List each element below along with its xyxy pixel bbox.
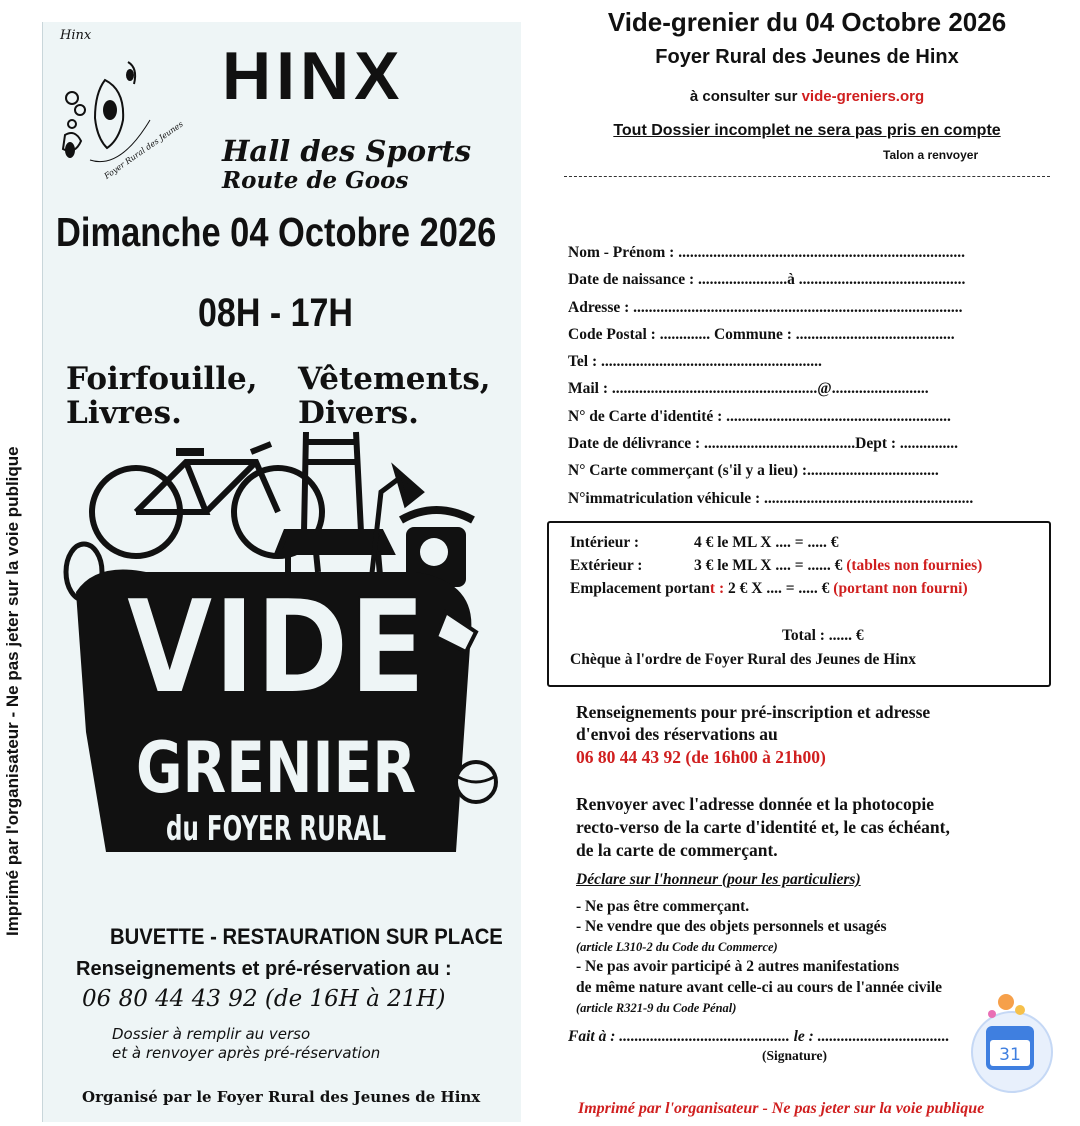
declaration-heading: Déclare sur l'honneur (pour les particuliers) [576,871,861,888]
field-tel[interactable]: Tel : ......................................................... [568,353,822,371]
fait-line[interactable]: Fait à : ............................................ le : .................................. [568,1028,950,1045]
info-line-1: Renseignements pour pré-inscription et adresse [576,702,931,722]
declaration-3: - Ne pas avoir participé à 2 autres manifestations [576,958,900,975]
poster-word-grenier: GRENIER [136,727,416,809]
ball-icon [456,762,496,802]
field-date-delivrance[interactable]: Date de délivrance : .......................................Dept : ............... [568,435,959,453]
field-carte-commercant[interactable]: N° Carte commerçant (s'il y a lieu) :.................................. [568,462,939,480]
flyer-organizer: Organisé par le Foyer Rural des Jeunes de Hinx [82,1088,481,1106]
form-footer-notice: Imprimé par l'organisateur - Ne pas jeter sur la voie publique [578,1100,985,1117]
form-title: Vide-grenier du 04 Octobre 2026 [607,7,1007,37]
field-code-postal-commune[interactable]: Code Postal : ............. Commune : ......................................... [568,325,955,343]
items-right-2: Divers. [298,395,419,431]
price-box [547,521,1051,687]
signature-label: (Signature) [762,1048,828,1063]
field-carte-identite[interactable]: N° de Carte d'identité : .......................................................... [568,407,951,425]
field-immatriculation[interactable]: N°immatriculation véhicule : ...................................................... [568,489,974,507]
buvette-line: BUVETTE - RESTAURATION SUR PLACE [110,924,503,949]
price-exterieur-value[interactable] [694,556,982,576]
items-left-2: Livres. [66,395,182,431]
items-left-1: Foirfouille, [66,361,258,397]
flyer-note-1: Dossier à remplir au verso [112,1025,311,1043]
event-date: Dimanche 04 Octobre 2026 [56,209,497,255]
logo-ring-text: Foyer Rural des Jeunes [102,119,185,181]
flyer-panel [0,0,538,1126]
venue-road: Route de Goos [222,167,409,194]
cut-line [564,176,1050,177]
send-line-3: de la carte de commerçant. [576,840,778,860]
event-hours: 08H - 17H [198,291,353,335]
info-line-2: d'envoi des réservations au [576,724,778,744]
field-date-naissance[interactable]: Date de naissance : .......................à ........................................... [568,271,966,289]
field-adresse[interactable]: Adresse : ..................................................................................... [568,298,963,316]
price-total[interactable]: Total : ...... € [782,627,864,644]
form-subtitle: Foyer Rural des Jeunes de Hinx [655,46,959,68]
declaration-2: - Ne vendre que des objets personnels et usagés [576,918,887,935]
town-title: HINX [222,38,405,114]
items-right-1: Vêtements, [298,361,491,397]
flyer-reservation-label: Renseignements et pré-réservation au : [76,958,452,980]
info-phone: 06 80 44 43 92 (de 16h00 à 21h00) [576,747,826,767]
flyer-phone: 06 80 44 43 92 (de 16H à 21H) [82,986,446,1012]
consult-site-link[interactable]: vide-greniers.org [801,88,925,105]
send-line-1: Renvoyer avec l'adresse donnée et la photocopie [576,794,935,814]
logo-title: Hinx [60,28,92,43]
field-nom-prenom[interactable]: Nom - Prénom : .......................................................................... [568,244,965,261]
talon-label: Talon a renvoyer [883,148,979,162]
cheque-line: Chèque à l'ordre de Foyer Rural des Jeunes de Hinx [570,651,917,668]
price-portant-label-end: t : [709,580,725,597]
venue: Hall des Sports [222,134,472,168]
price-exterieur-amount: 3 € le ML X .... = ...... € [694,557,843,574]
foyer-rural-logo [50,40,185,181]
send-line-2: recto-verso de la carte d'identité et, le cas échéant, [576,817,950,837]
consult-line [538,87,1076,107]
poster-word-vide: VIDE [126,571,426,723]
price-interieur-label: Intérieur : [570,534,640,551]
price-exterieur-note: (tables non fournies) [846,557,983,574]
price-portant-label: Emplacement portan [570,580,710,597]
declaration-1: - Ne pas être commerçant. [576,898,750,915]
declaration-4: de même nature avant celle-ci au cours de l'année civile [576,979,943,996]
registration-form [538,0,1080,1126]
flyer-side-notice: Imprimé par l'organisateur - Ne pas jeter sur la voie publique [3,446,22,936]
calendar-day: 31 [999,1045,1021,1065]
price-portant-note: (portant non fourni) [833,580,968,597]
declaration-4-ref: (article R321-9 du Code Pénal) [576,1001,737,1015]
price-exterieur-label: Extérieur : [570,557,643,574]
incomplete-warning: Tout Dossier incomplet ne sera pas pris en compte [613,122,1001,139]
price-interieur-value[interactable]: 4 € le ML X .... = ..... € [694,534,839,551]
consult-prefix: à consulter sur [689,88,802,105]
declaration-2-ref: (article L310-2 du Code du Commerce) [576,940,778,954]
price-portant-row[interactable] [570,579,968,599]
vide-grenier-illustration [56,432,496,902]
flyer-note-2: et à renvoyer après pré-réservation [112,1044,381,1062]
form-fields [568,242,1048,515]
poster-word-foyer: du FOYER RURAL [166,809,386,849]
calendar-icon[interactable] [960,992,1060,1096]
field-mail[interactable]: Mail : .....................................................@......................... [568,380,929,398]
price-portant-value: 2 € X .... = ..... € [728,580,830,597]
